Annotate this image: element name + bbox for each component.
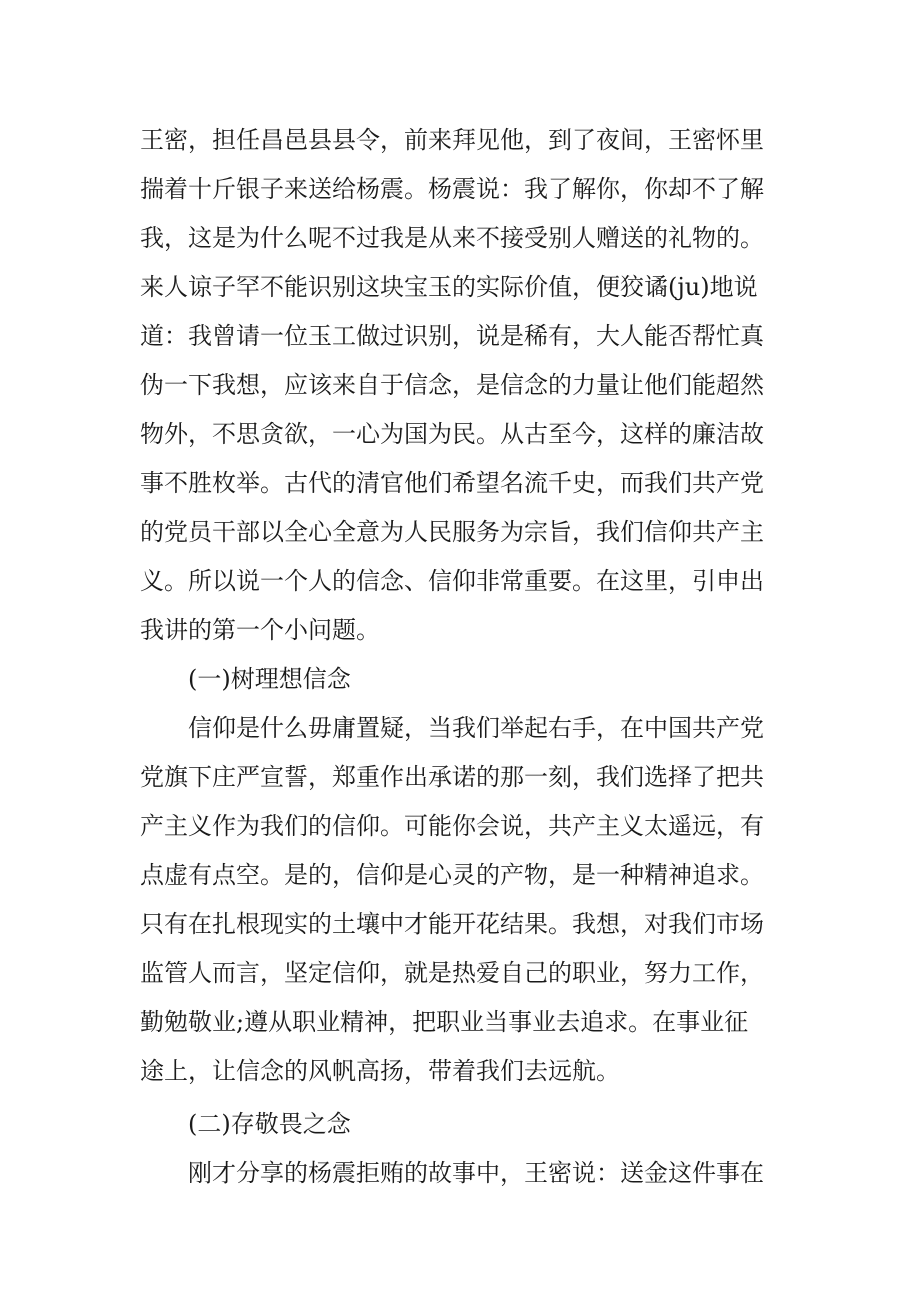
text-line: 党旗下庄严宣誓，郑重作出承诺的那一刻，我们选择了把共 bbox=[140, 763, 764, 791]
text-line: 的党员干部以全心全意为人民服务为宗旨，我们信仰共产主 bbox=[140, 518, 764, 546]
text-line: 点虚有点空。是的，信仰是心灵的产物，是一种精神追求。 bbox=[140, 861, 764, 889]
text-line: 事不胜枚举。古代的清官他们希望名流千史，而我们共产党 bbox=[140, 469, 764, 497]
text-line: 产主义作为我们的信仰。可能你会说，共产主义太遥远，有 bbox=[140, 812, 764, 840]
section-heading-1: (一)树理想信念 bbox=[188, 665, 351, 693]
section-heading-2: (二)存敬畏之念 bbox=[188, 1110, 351, 1138]
text-line: 道：我曾请一位玉工做过识别，说是稀有，大人能否帮忙真 bbox=[140, 322, 764, 350]
document-body bbox=[140, 116, 790, 1198]
text-line: 监管人而言，坚定信仰，就是热爱自己的职业，努力工作， bbox=[140, 959, 764, 987]
text-line: 我，这是为什么呢不过我是从来不接受别人赠送的礼物的。 bbox=[140, 224, 764, 252]
text-line: 王密，担任昌邑县县令，前来拜见他，到了夜间，王密怀里 bbox=[140, 126, 764, 154]
text-line: 伪一下我想，应该来自于信念，是信念的力量让他们能超然 bbox=[140, 371, 764, 399]
text-line: 物外，不思贪欲，一心为国为民。从古至今，这样的廉洁故 bbox=[140, 420, 764, 448]
text-line: 来人谅子罕不能识别这块宝玉的实际价值，便狡谲(ju)地说 bbox=[140, 273, 758, 301]
text-line: 只有在扎根现实的土壤中才能开花结果。我想，对我们市场 bbox=[140, 910, 764, 938]
text-line: 途上，让信念的风帆高扬，带着我们去远航。 bbox=[140, 1057, 620, 1085]
text-line: 勤勉敬业;遵从职业精神，把职业当事业去追求。在事业征 bbox=[140, 1008, 749, 1036]
paragraph-start-line: 信仰是什么毋庸置疑，当我们举起右手，在中国共产党 bbox=[188, 714, 764, 742]
text-line: 我讲的第一个小问题。 bbox=[140, 616, 380, 644]
text-line: 义。所以说一个人的信念、信仰非常重要。在这里，引申出 bbox=[140, 567, 764, 595]
paragraph-start-line: 刚才分享的杨震拒贿的故事中，王密说：送金这件事在 bbox=[188, 1159, 764, 1187]
text-line: 揣着十斤银子来送给杨震。杨震说：我了解你，你却不了解 bbox=[140, 175, 764, 203]
